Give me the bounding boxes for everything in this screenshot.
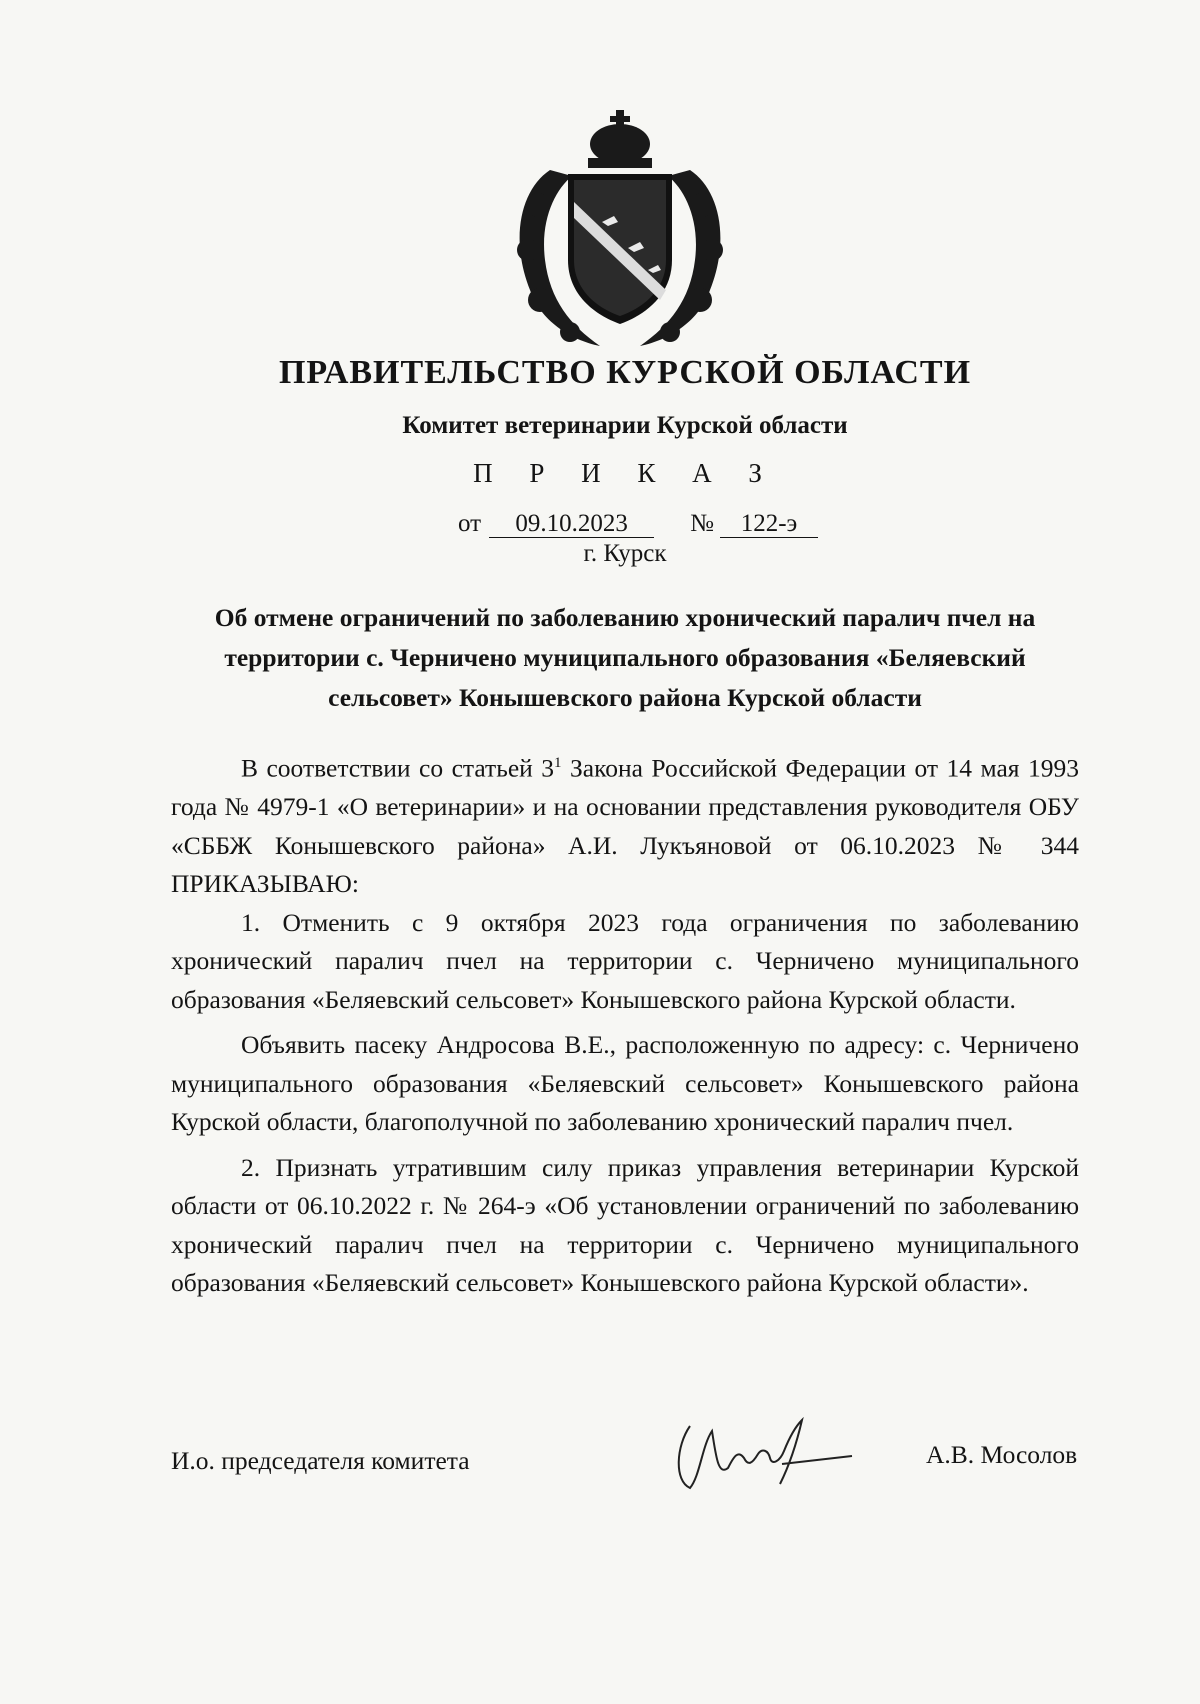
date-prefix: от <box>458 510 482 537</box>
order-number: 122-э <box>720 511 818 538</box>
number-prefix: № <box>690 510 714 537</box>
body-paragraph-1: В соответствии со статьей $3^1$ Закона Российской Федерации от 14 мая 1993 года № 4979-1 «О ветеринарии» и на основании представления руководителя ОБУ «СББЖ Конышевского района» А.И. Лукъяновой от 06.10.2023 № 344 ПРИКАЗЫВАЮ: <box>171 753 1079 898</box>
article-superscript: 1 <box>554 755 562 771</box>
city: г. Курск <box>583 540 667 567</box>
body-paragraph-4: 2. Признать утратившим силу приказ управления ветеринарии Курской области от 06.10.2022 г. № 264-э «Об установлении ограничений по заболеванию хронический паралич пчел на территории с. Черничено муниципального образования «Беляевский сельсовет» Конышевского района Курской области». <box>171 1152 1079 1297</box>
order-body <box>171 744 1079 1303</box>
handwritten-signature <box>672 1406 872 1496</box>
body-paragraph-3: Объявить пасеку Андросова В.Е., расположенную по адресу: с. Черничено муниципального образования «Беляевский сельсовет» Конышевского района Курской области, благополучной по заболеванию хронический паралич пчел. <box>171 1030 1079 1136</box>
order-date: 09.10.2023 <box>489 511 654 538</box>
date-number-line <box>458 510 818 538</box>
body-paragraph-2: 1. Отменить с 9 октября 2023 года ограничения по заболеванию хронический паралич пчел на территории с. Черничено муниципального образования «Беляевский сельсовет» Конышевского района Курской области. <box>171 907 1079 1014</box>
signatory-position: И.о. председателя комитета <box>171 1446 470 1475</box>
committee-name: Комитет ветеринарии Курской области <box>402 412 848 439</box>
order-subject: Об отмене ограничений по заболеванию хронический паралич пчел на территории с. Черничено муниципального образования «Беляевский сельсовет» Конышевского района Курской области <box>214 603 1036 712</box>
document-type: П Р И К А З <box>473 458 777 488</box>
kursk-coat-of-arms-icon <box>510 110 730 350</box>
government-title: ПРАВИТЕЛЬСТВО КУРСКОЙ ОБЛАСТИ <box>278 354 972 391</box>
signatory-name: А.В. Мосолов <box>926 1440 1078 1469</box>
